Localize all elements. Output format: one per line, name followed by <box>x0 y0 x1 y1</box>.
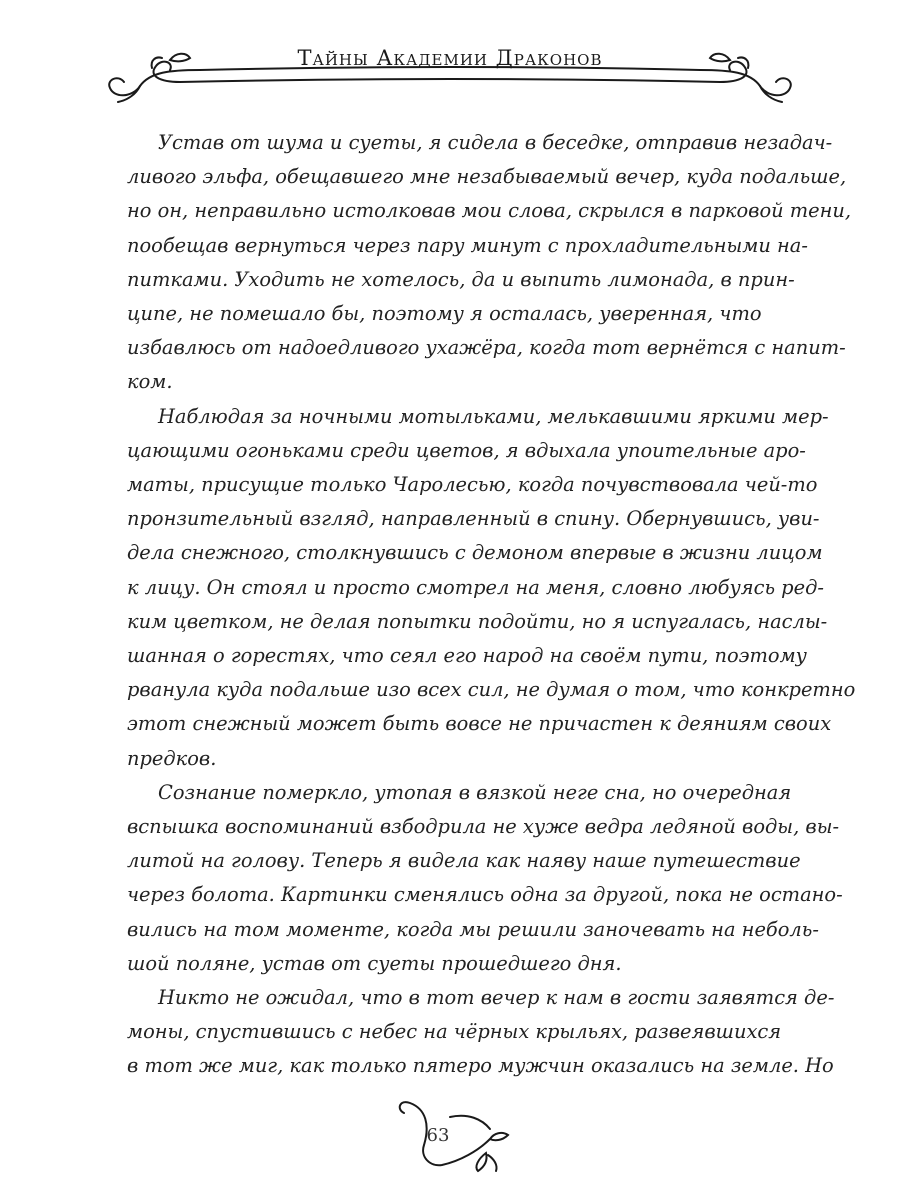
text-line: к лицу. Он стоял и просто смотрел на меня, словно любуясь ред- <box>127 575 824 599</box>
page-footer <box>390 1095 515 1175</box>
text-line: этот снежный может быть вовсе не причастен к деяниям своих <box>127 712 832 736</box>
running-header <box>100 40 800 106</box>
paragraph <box>127 981 835 1084</box>
text-line: цающими огоньками среди цветов, я вдыхала упоительные аро- <box>127 438 806 462</box>
text-line: но он, неправильно истолковав мои слова, скрылся в парковой тени, <box>127 199 852 223</box>
text-line: через болота. Картинки сменялись одна за другой, пока не остано- <box>127 883 843 907</box>
paragraph <box>127 400 856 776</box>
text-line: Никто не ожидал, что в тот вечер к нам в гости заявятся де- <box>158 986 835 1010</box>
text-line: дела снежного, столкнувшись с демоном впервые в жизни лицом <box>127 541 823 565</box>
text-line: Устав от шума и суеты, я сидела в беседке, отправив незадач- <box>158 131 833 154</box>
text-line: в тот же миг, как только пятеро мужчин оказались на земле. Но <box>127 1054 834 1078</box>
paragraph <box>127 126 852 400</box>
text-line: моны, спустившись с небес на чёрных крыльях, развеявшихся <box>127 1020 782 1044</box>
text-line: шой поляне, устав от суеты прошедшего дня. <box>127 951 622 975</box>
text-line: предков. <box>127 746 217 770</box>
text-line: вились на том моменте, когда мы решили заночевать на неболь- <box>127 917 819 941</box>
text-line: пообещав вернуться через пару минут с прохладительными на- <box>127 233 808 257</box>
paragraph <box>127 776 843 981</box>
text-line: ком. <box>127 370 173 394</box>
text-line: литой на голову. Теперь я видела как наяву наше путешествие <box>127 849 801 873</box>
text-line: маты, присущие только Чаролесью, когда почувствовала чей-то <box>127 473 818 497</box>
page-number: 63 <box>426 1125 450 1146</box>
body-text <box>127 126 856 1084</box>
text-line: избавлюсь от надоедливого ухажёра, когда тот вернётся с напит- <box>127 336 846 360</box>
text-line: вспышка воспоминаний взбодрила не хуже ведра ледяной воды, вы- <box>127 815 840 839</box>
text-line: рванула куда подальше изо всех сил, не думая о том, что конкретно <box>127 678 856 702</box>
text-line: ципе, не помешало бы, поэтому я осталась, уверенная, что <box>127 302 762 326</box>
text-line: шанная о горестях, что сеял его народ на своём пути, поэтому <box>127 644 807 668</box>
text-line: Наблюдая за ночными мотыльками, мелькавшими яркими мер- <box>158 404 829 428</box>
text-line: ким цветком, не делая попытки подойти, но я испугалась, наслы- <box>127 609 828 633</box>
text-line: питками. Уходить не хотелось, да и выпить лимонада, в прин- <box>127 267 795 291</box>
text-line: ливого эльфа, обещавшего мне незабываемый вечер, куда подальше, <box>127 165 847 189</box>
text-line: пронзительный взгляд, направленный в спину. Обернувшись, уви- <box>127 507 820 531</box>
text-line: Сознание померкло, утопая в вязкой неге сна, но очередная <box>158 780 792 804</box>
header-title: Тайны Академии Драконов <box>297 46 603 70</box>
